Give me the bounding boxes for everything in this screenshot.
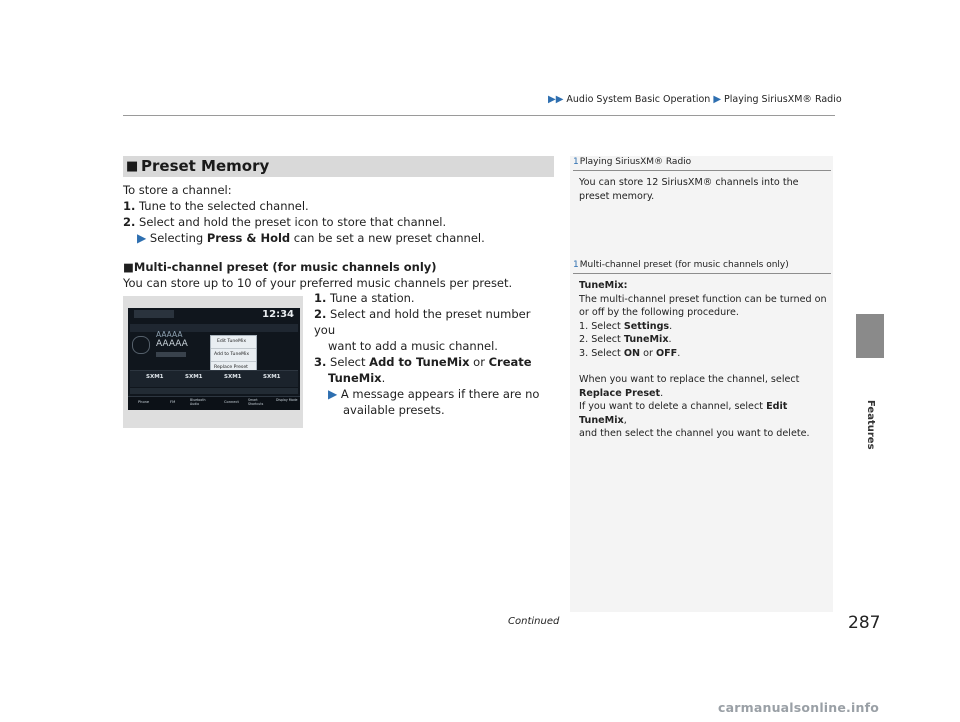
- arrow-icon: ▶: [137, 231, 147, 245]
- step-2: 2. Select and hold the preset icon to store that channel.: [123, 215, 447, 229]
- note-title: 1Playing SiriusXM® Radio: [573, 157, 692, 167]
- store-channel-instructions: [123, 182, 553, 246]
- infotainment-screenshot: [123, 296, 303, 428]
- preset-button[interactable]: SXM1: [146, 374, 164, 380]
- breadcrumb-item: Playing SiriusXM® Radio: [724, 94, 842, 105]
- chapter-label: Features: [865, 400, 876, 450]
- section-heading: [123, 156, 554, 177]
- continued-label: Continued: [508, 616, 560, 627]
- note-title: 1Multi-channel preset (for music channels only): [573, 260, 789, 270]
- square-bullet-icon: ■: [126, 159, 139, 174]
- nav-connect[interactable]: Connect: [224, 400, 239, 404]
- nav-phone[interactable]: Phone: [138, 400, 150, 404]
- note-siriusxm: [573, 157, 831, 203]
- multi-steps: 1. Tune a station. 2. Select and hold the preset number you want to add a music channel. 3. Select Add to TuneMix or Create TuneMix. ▶ A message appears if there are no available presets.: [314, 290, 554, 418]
- page-number: 287: [848, 613, 881, 633]
- menu-item-add-to-tunemix[interactable]: Add to TuneMix: [211, 349, 256, 362]
- header-divider: [123, 115, 835, 116]
- multi-step-2: 2. Select and hold the preset number you: [314, 307, 531, 337]
- preset-button[interactable]: SXM1: [263, 374, 281, 380]
- note-body: TuneMix: The multi-channel preset function can be turned on or off by the following procedure. 1. Select Settings. 2. Select TuneMix. 3. Select ON or OFF. When you want to replace the channel, select Replace Preset. If you want to delete a channel, select Edit TuneMix, and then select the channel you want to delete.: [579, 280, 827, 439]
- multi-intro: You can store up to 10 of your preferred music channels per preset.: [123, 276, 513, 290]
- intro-text: To store a channel:: [123, 183, 232, 197]
- nav-fm[interactable]: FM: [170, 400, 176, 404]
- arrow-icon: ▶: [713, 94, 722, 105]
- multi-step-1: 1. Tune a station.: [314, 291, 415, 305]
- note-multi-channel: [573, 260, 831, 441]
- breadcrumb: [548, 94, 845, 105]
- multi-step-note: ▶ A message appears if there are no: [328, 387, 540, 401]
- subsection-title: Multi-channel preset (for music channels only): [133, 260, 437, 274]
- breadcrumb-item: Audio System Basic Operation: [566, 94, 711, 105]
- note-ref-icon: 1: [573, 260, 579, 270]
- channel-name: AAAAA: [156, 330, 183, 339]
- menu-item-replace-preset[interactable]: Replace Preset: [214, 365, 248, 370]
- nav-smart-shortcuts[interactable]: Smart Shortcuts: [248, 398, 264, 406]
- square-bullet-icon: ■: [123, 260, 134, 274]
- section-title: Preset Memory: [141, 157, 270, 175]
- preset-button[interactable]: SXM1: [224, 374, 242, 380]
- step-note: ▶ Selecting Press & Hold can be set a new preset channel.: [137, 231, 485, 245]
- chapter-tab-marker: [856, 314, 884, 358]
- channel-name: AAAAA: [156, 339, 188, 349]
- nav-display-mode[interactable]: Display Mode: [276, 398, 298, 402]
- multi-channel-heading: [123, 259, 553, 291]
- double-arrow-icon: ▶▶: [548, 94, 564, 105]
- menu-item-edit-tunemix[interactable]: Edit TuneMix: [211, 336, 256, 349]
- preset-button[interactable]: SXM1: [185, 374, 203, 380]
- step-1: 1. Tune to the selected channel.: [123, 199, 309, 213]
- clock: 12:34: [262, 309, 294, 320]
- note-text: You can store 12 SiriusXM® channels into the preset memory.: [579, 177, 799, 202]
- preset-context-menu[interactable]: [210, 335, 257, 375]
- screen-display: [128, 308, 300, 410]
- note-ref-icon: 1: [573, 157, 579, 167]
- nav-bluetooth-audio[interactable]: Bluetooth Audio: [190, 398, 206, 406]
- multi-step-3: 3. Select Add to TuneMix or Create: [314, 355, 532, 369]
- watermark: carmanualsonline.info: [718, 700, 880, 715]
- arrow-icon: ▶: [328, 387, 338, 401]
